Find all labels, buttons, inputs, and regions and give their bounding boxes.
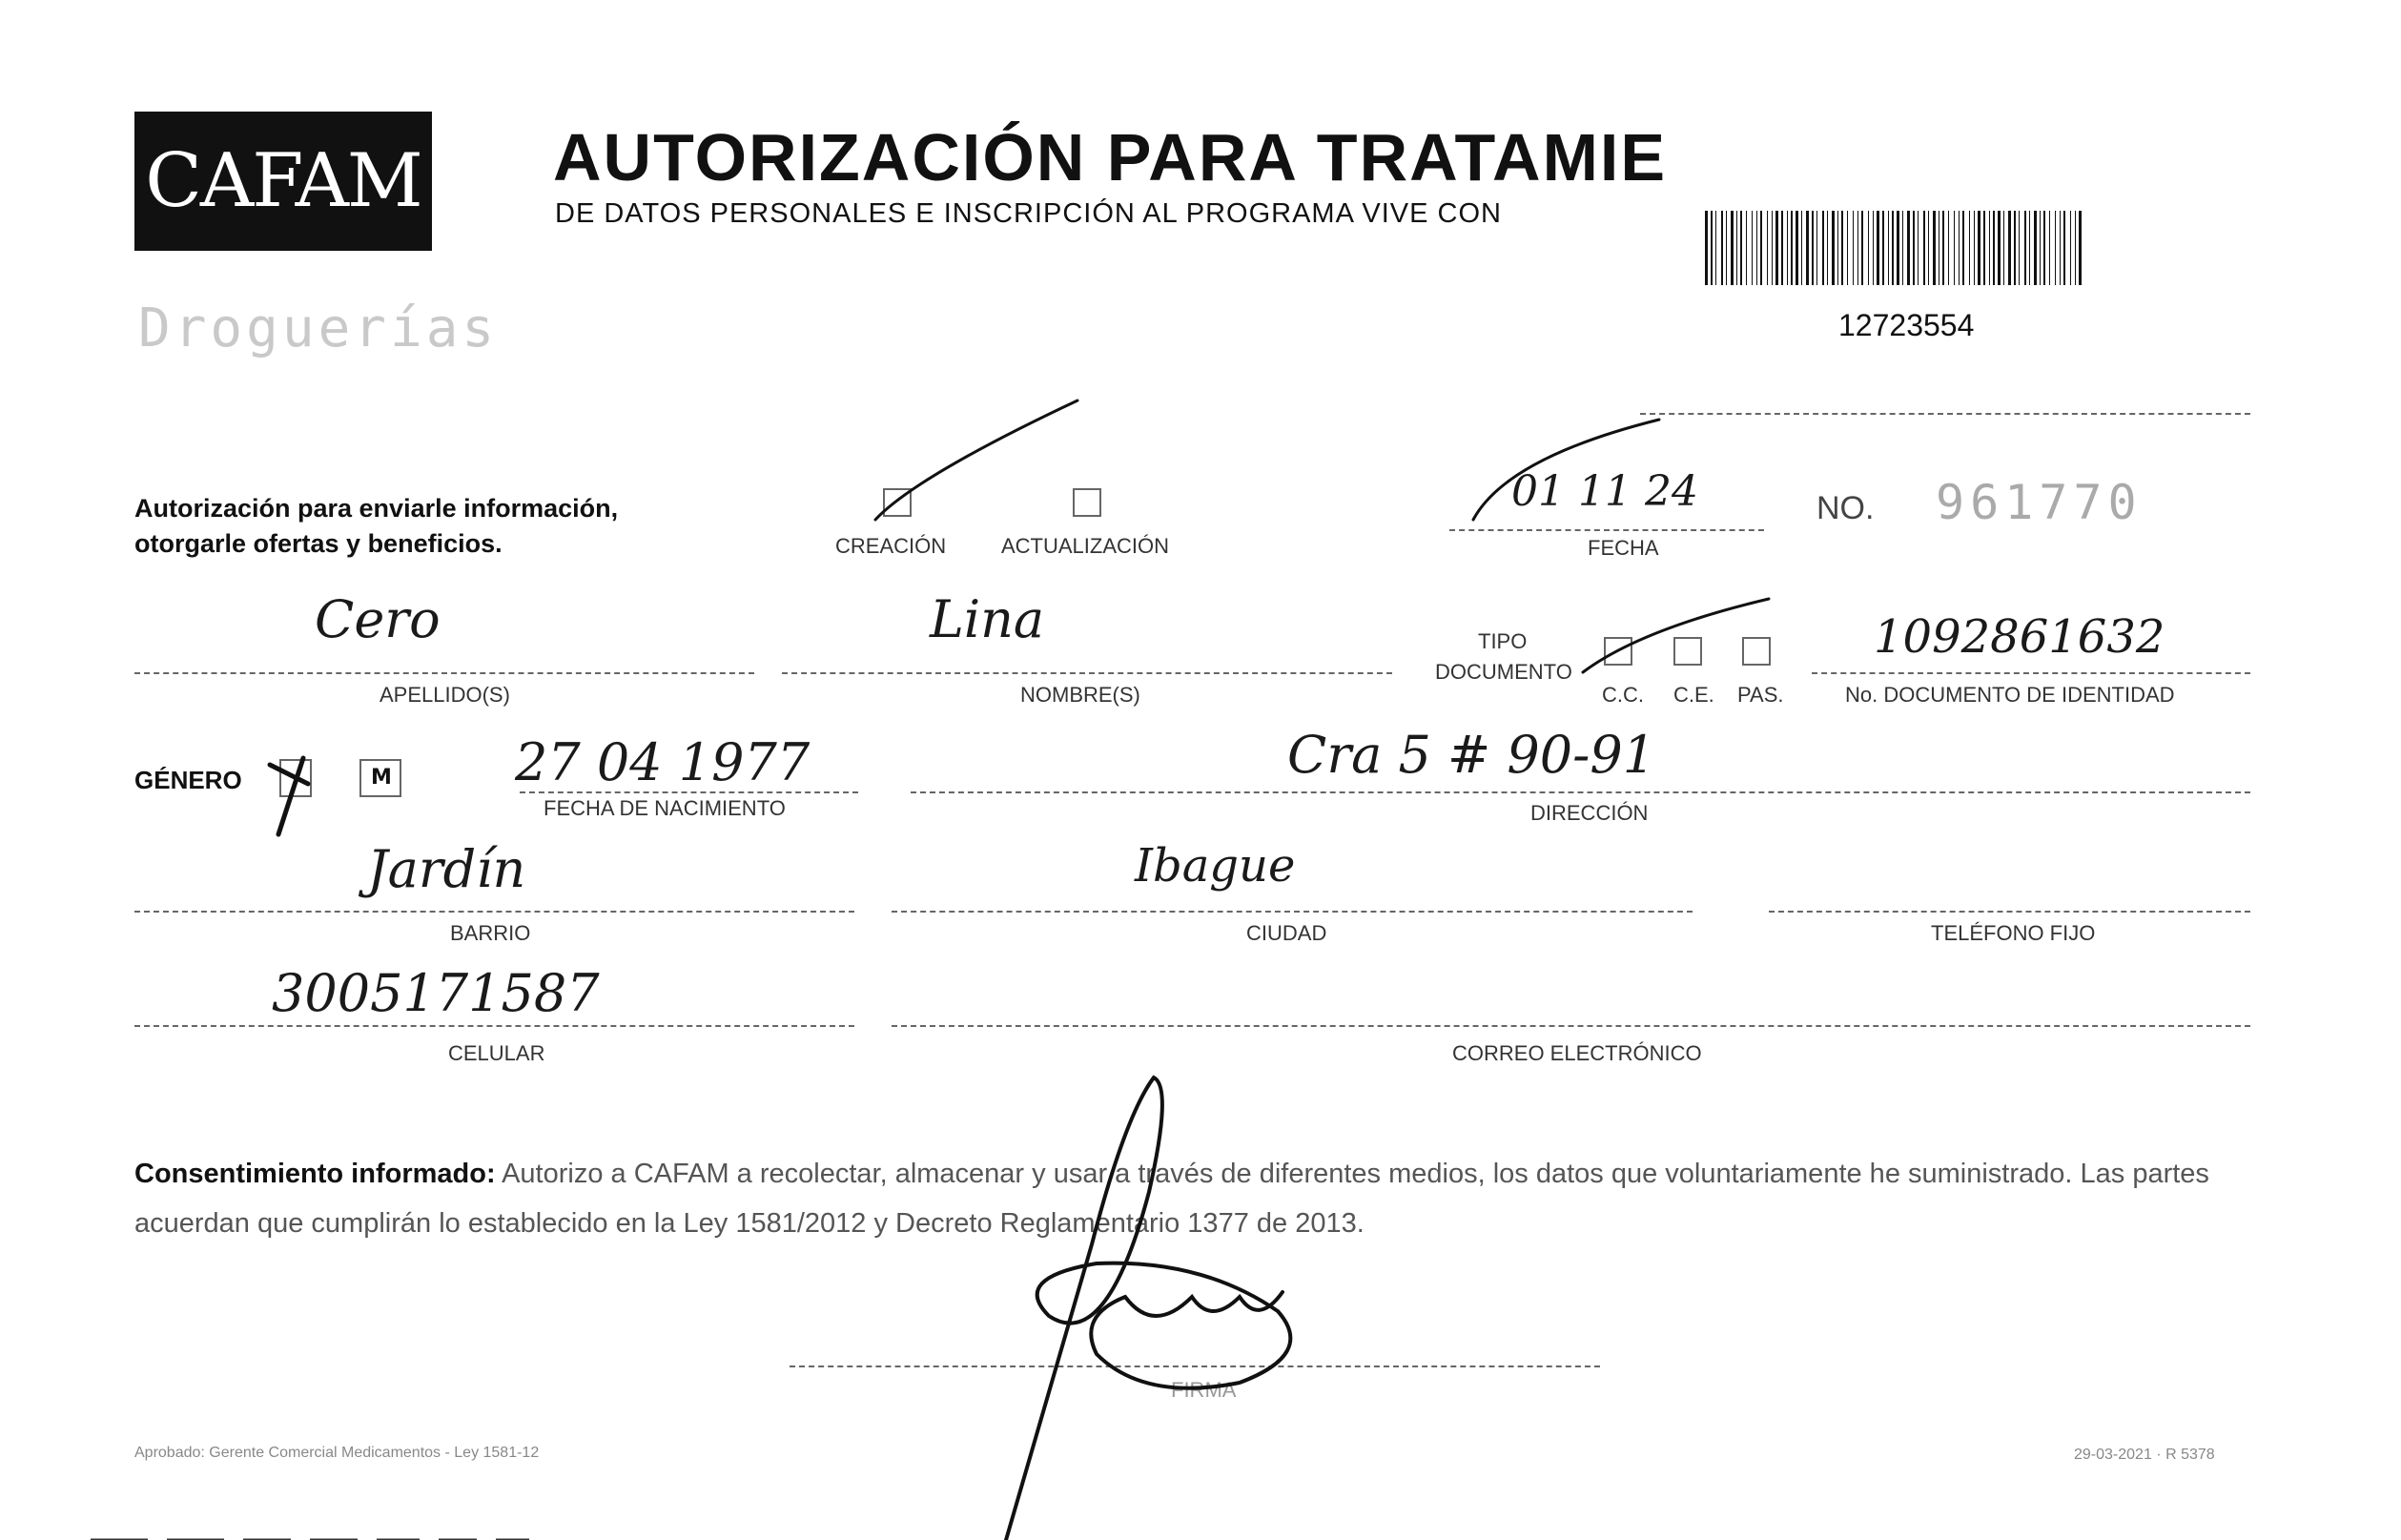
barcode-bar [1832, 211, 1835, 285]
genero-f-checkbox[interactable] [279, 759, 312, 797]
barcode-bar [1974, 211, 1975, 285]
apellidos-label: APELLIDO(S) [380, 683, 510, 707]
firma-label: FIRMA [1171, 1378, 1237, 1402]
fecha-value: 01 11 24 [1511, 467, 1698, 516]
pas-label: PAS. [1737, 683, 1784, 707]
barcode-bar [1989, 211, 1990, 285]
barcode-bar [1897, 211, 1899, 285]
barcode-bar [1822, 211, 1824, 285]
barcode-bar [1933, 211, 1936, 285]
direccion-label: DIRECCIÓN [1530, 801, 1649, 825]
consent-text: Autorizo a CAFAM a recolectar, almacenar y usar a través de diferentes medios, los datos que voluntariamente he suministrado. Las partes acuerdan que cumplirán lo establecido en la Ley 1581/2012 y Decreto Reglamentario 1377 de 2013. [134, 1159, 2209, 1239]
cc-label: C.C. [1602, 683, 1644, 707]
barcode-bar [2049, 211, 2050, 285]
creacion-checkbox[interactable] [883, 488, 912, 517]
no-documento-value: 1092861632 [1874, 610, 2165, 664]
barcode-bar [1715, 211, 1716, 285]
barcode-bar [1888, 211, 1889, 285]
cafam-logo: CAFAM [134, 112, 432, 251]
barcode-bar [2024, 211, 2026, 285]
telefono-fijo-label: TELÉFONO FIJO [1931, 921, 2096, 945]
barcode-bar [1775, 211, 1778, 285]
nombres-value: Lina [930, 589, 1045, 649]
barcode-bar [2079, 211, 2082, 285]
barcode-bar [1796, 211, 1798, 285]
ce-checkbox[interactable] [1673, 637, 1702, 666]
barcode-bar [1918, 211, 1919, 285]
barcode-bar [1868, 211, 1869, 285]
barcode-bar [1787, 211, 1788, 285]
creacion-label: CREACIÓN [835, 534, 947, 558]
tipo-doc-label-2: DOCUMENTO [1435, 660, 1572, 684]
apellidos-value: Cero [315, 589, 441, 649]
barcode-bar [1721, 211, 1723, 285]
barcode-bar [2043, 211, 2045, 285]
barcode-bar [1791, 211, 1793, 285]
barcode-bar [1948, 211, 1949, 285]
barcode-bar [2060, 211, 2061, 285]
barcode-bar [1847, 211, 1848, 285]
nombres-label: NOMBRE(S) [1020, 683, 1140, 707]
barcode [1705, 211, 2086, 285]
barcode-bar [2070, 211, 2071, 285]
direccion-value: Cra 5 # 90-91 [1287, 725, 1656, 785]
ce-label: C.E. [1673, 683, 1714, 707]
barcode-bar [1767, 211, 1768, 285]
barcode-bar [1837, 211, 1838, 285]
barcode-bar [1812, 211, 1814, 285]
barcode-bar [1711, 211, 1713, 285]
celular-label: CELULAR [448, 1041, 545, 1065]
barcode-bar [1731, 211, 1734, 285]
barcode-bar [1841, 211, 1843, 285]
genero-label: GÉNERO [134, 766, 242, 794]
barcode-bar [1962, 211, 1964, 285]
consent-paragraph [134, 1149, 2261, 1248]
cc-checkbox[interactable] [1604, 637, 1632, 666]
celular-value: 3005171587 [272, 963, 600, 1023]
barcode-bar [1882, 211, 1884, 285]
barcode-bar [1983, 211, 1985, 285]
consent-heading: Consentimiento informado: [134, 1159, 496, 1189]
barcode-bar [1772, 211, 1773, 285]
barcode-bar [2055, 211, 2056, 285]
barcode-bar [1959, 211, 1960, 285]
barcode-bar [1969, 211, 1970, 285]
barcode-bar [1736, 211, 1737, 285]
footer-left: Aprobado: Gerente Comercial Medicamentos - Ley 1581-12 [134, 1445, 540, 1461]
barcode-bar [1913, 211, 1915, 285]
fecha-label: FECHA [1588, 536, 1659, 560]
barcode-bar [1781, 211, 1783, 285]
actualizacion-label: ACTUALIZACIÓN [1001, 534, 1170, 558]
barcode-bar [1993, 211, 1995, 285]
actualizacion-checkbox[interactable] [1073, 488, 1101, 517]
fecha-nacimiento-label: FECHA DE NACIMIENTO [544, 796, 786, 820]
tipo-doc-label-1: TIPO [1478, 629, 1528, 653]
footer-right: 29-03-2021 · R 5378 [2074, 1447, 2215, 1463]
barcode-bar [1923, 211, 1925, 285]
drogerias-sublogo: Droguerías [138, 298, 499, 359]
barcode-bar [1877, 211, 1879, 285]
barcode-bar [1853, 211, 1854, 285]
numero-value: 961770 [1936, 475, 2143, 530]
barcode-bar [1978, 211, 1980, 285]
intro-line-1: Autorización para enviarle información, [134, 494, 619, 523]
barcode-bar [2075, 211, 2076, 285]
barcode-bar [1861, 211, 1863, 285]
barcode-bar [2029, 211, 2030, 285]
barcode-bar [2040, 211, 2041, 285]
barcode-bar [1801, 211, 1802, 285]
fecha-nacimiento-value: 27 04 1977 [515, 732, 811, 792]
barcode-bar [2019, 211, 2020, 285]
barcode-bar [1892, 211, 1894, 285]
barcode-bar [1760, 211, 1762, 285]
barcode-bar [2003, 211, 2004, 285]
numero-label: NO. [1816, 490, 1875, 526]
barcode-bar [1827, 211, 1828, 285]
barcode-bar [2014, 211, 2016, 285]
intro-line-2: otorgarle ofertas y beneficios. [134, 529, 503, 558]
barcode-bar [1705, 211, 1708, 285]
barcode-bar [1752, 211, 1753, 285]
pas-checkbox[interactable] [1742, 637, 1771, 666]
correo-label: CORREO ELECTRÓNICO [1452, 1041, 1702, 1065]
barcode-bar [2008, 211, 2011, 285]
ciudad-value: Ibague [1135, 839, 1296, 893]
barrio-label: BARRIO [450, 921, 531, 945]
barcode-bar [1857, 211, 1858, 285]
barcode-bar [1998, 211, 2001, 285]
genero-m-label: M [371, 766, 392, 790]
barcode-bar [1942, 211, 1944, 285]
barcode-bar [1816, 211, 1817, 285]
barcode-bar [2034, 211, 2037, 285]
barcode-bar [1806, 211, 1809, 285]
barcode-bar [1907, 211, 1910, 285]
barcode-bar [1740, 211, 1742, 285]
barcode-bar [1746, 211, 1747, 285]
form-subtitle: DE DATOS PERSONALES E INSCRIPCIÓN AL PROGRAMA VIVE CON [555, 198, 1502, 229]
barcode-bar [1954, 211, 1955, 285]
barcode-bar [2063, 211, 2065, 285]
no-documento-label: No. DOCUMENTO DE IDENTIDAD [1845, 683, 2175, 707]
form-title: AUTORIZACIÓN PARA TRATAMIE [553, 120, 1668, 195]
barcode-number: 12723554 [1838, 308, 1975, 342]
barcode-bar [1873, 211, 1874, 285]
barcode-bar [1726, 211, 1727, 285]
ciudad-label: CIUDAD [1246, 921, 1327, 945]
barrio-value: Jardín [367, 839, 526, 899]
barcode-bar [1902, 211, 1903, 285]
barcode-bar [1756, 211, 1757, 285]
barcode-bar [1928, 211, 1929, 285]
